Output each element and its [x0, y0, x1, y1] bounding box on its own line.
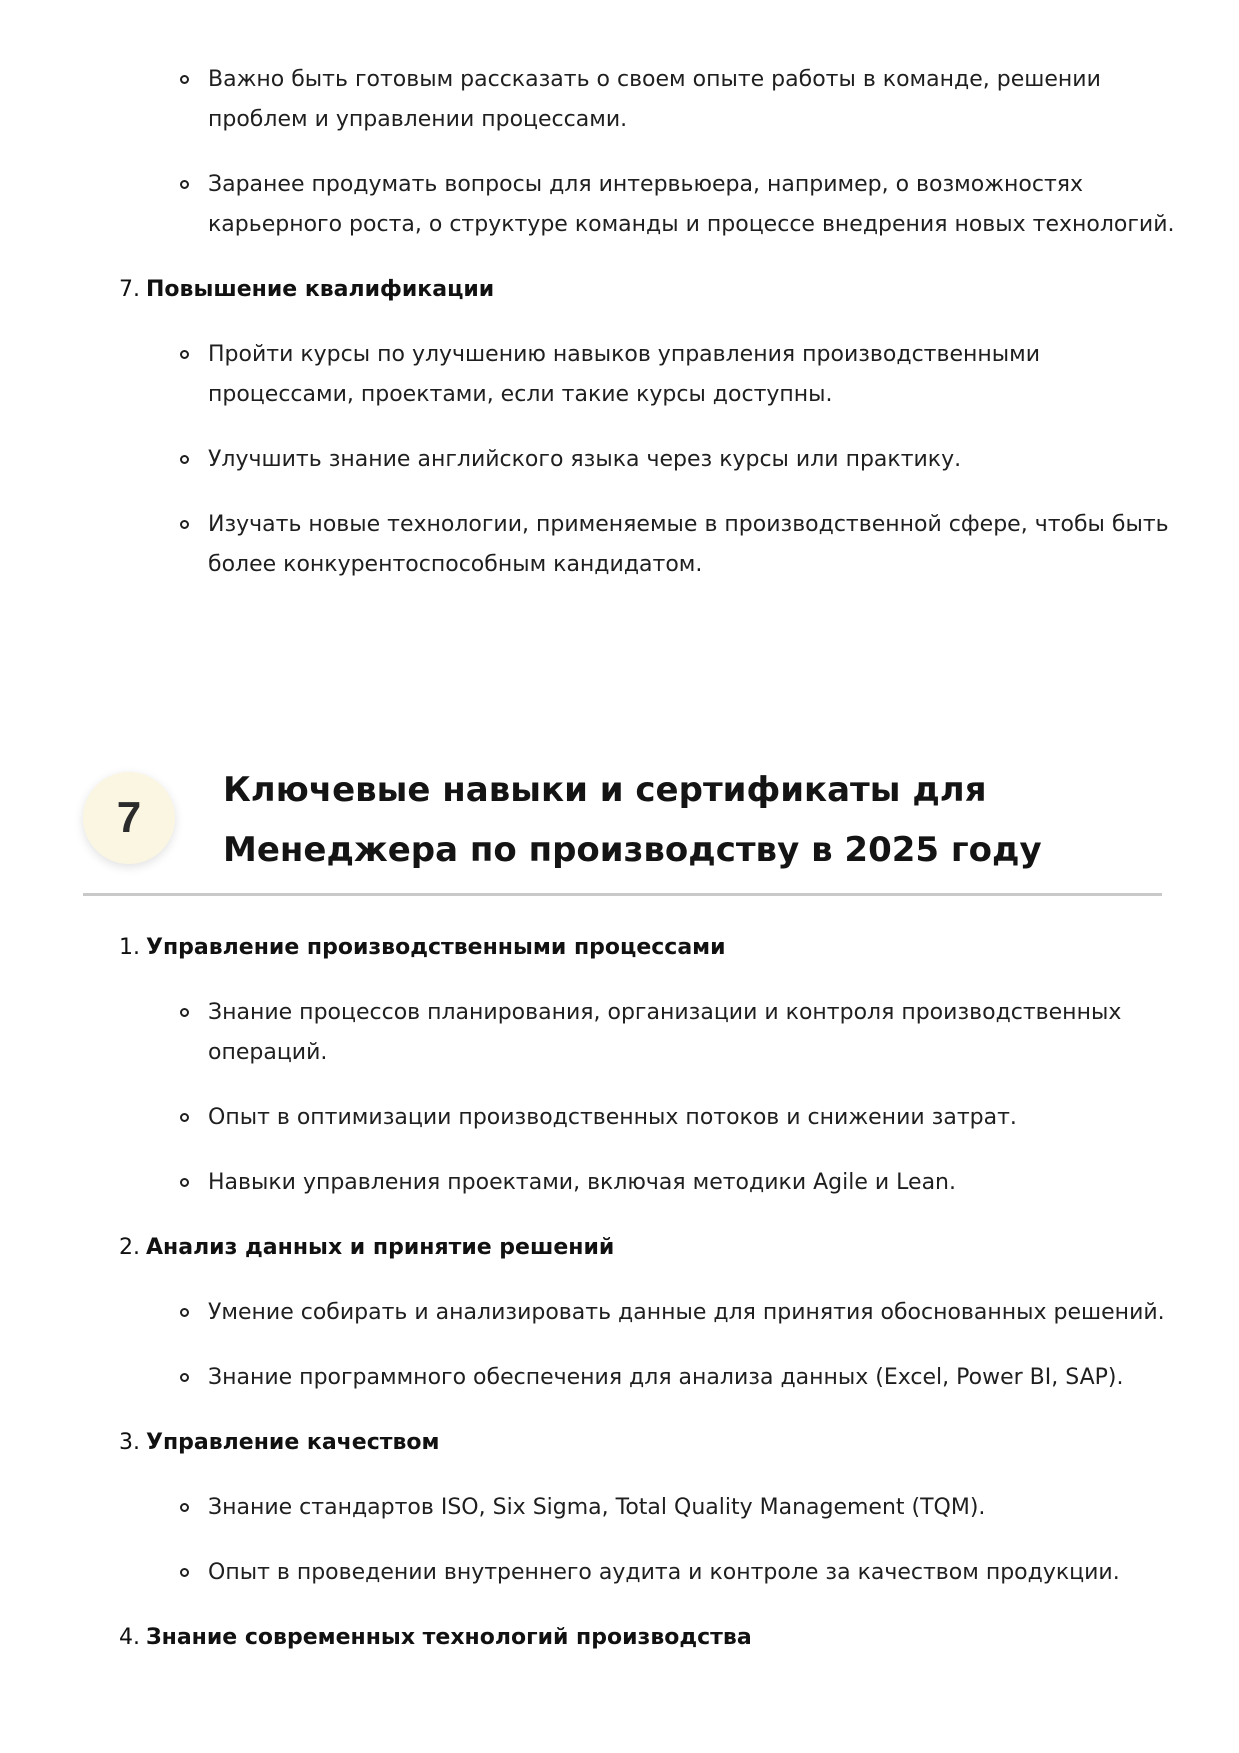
item-number: 2.: [119, 1235, 140, 1260]
list-item: [0, 60, 1239, 140]
circle-bullet-icon: [180, 455, 189, 464]
continued-list: [0, 60, 1239, 610]
item-number: 7.: [119, 277, 140, 302]
list-item: [0, 165, 1239, 245]
list-item-text: Важно быть готовым рассказать о своем опыте работы в команде, решении проблем и управлении процессами.: [208, 67, 1101, 132]
section-number-badge: 7: [83, 772, 175, 864]
list-item: [0, 993, 1239, 1073]
sublist-interview: [0, 60, 1239, 245]
list-item: [0, 440, 1239, 480]
list-item: [0, 1358, 1239, 1398]
list-item-text: Знание программного обеспечения для анализа данных (Excel, Power BI, SAP).: [208, 1365, 1124, 1390]
list-item-text: Изучать новые технологии, применяемые в производственной сфере, чтобы быть более конкурентоспособным кандидатом.: [208, 512, 1169, 577]
list-item-text: Опыт в оптимизации производственных потоков и снижении затрат.: [208, 1105, 1017, 1130]
list-item: [0, 1098, 1239, 1138]
circle-bullet-icon: [180, 1113, 189, 1122]
list-item-text: Опыт в проведении внутреннего аудита и контроле за качеством продукции.: [208, 1560, 1120, 1585]
circle-bullet-icon: [180, 1308, 189, 1317]
section-title-line-2: Менеджера по производству в 2025 году: [223, 830, 1042, 870]
list-item: [0, 1553, 1239, 1593]
list-item: [0, 335, 1239, 415]
list-item-text: Пройти курсы по улучшению навыков управления производственными процессами, проектами, если такие курсы доступны.: [208, 342, 1041, 407]
list-item-text: Знание процессов планирования, организации и контроля производственных операций.: [208, 1000, 1122, 1065]
list-item-text: Умение собирать и анализировать данные для принятия обоснованных решений.: [208, 1300, 1165, 1325]
circle-bullet-icon: [180, 1503, 189, 1512]
list-item-text: Навыки управления проектами, включая методики Agile и Lean.: [208, 1170, 956, 1195]
circle-bullet-icon: [180, 1373, 189, 1382]
circle-bullet-icon: [180, 1178, 189, 1187]
list-item-text: Улучшить знание английского языка через курсы или практику.: [208, 447, 962, 472]
circle-bullet-icon: [180, 350, 189, 359]
numbered-item-7: [0, 270, 1239, 310]
sublist-processes: [0, 993, 1239, 1203]
numbered-item-2: [0, 1228, 1239, 1268]
circle-bullet-icon: [180, 520, 189, 529]
list-item-text: Знание стандартов ISO, Six Sigma, Total Quality Management (TQM).: [208, 1495, 986, 1520]
skills-list: [0, 928, 1239, 1683]
section-header: [83, 760, 1162, 896]
sublist-data-analysis: [0, 1293, 1239, 1398]
list-item-text: Заранее продумать вопросы для интервьюера, например, о возможностях карьерного роста, о структуре команды и процессе внедрения новых технологий.: [208, 172, 1175, 237]
item-number: 4.: [119, 1625, 140, 1650]
numbered-item-4: [0, 1618, 1239, 1658]
item-title: Повышение квалификации: [146, 277, 495, 302]
item-title: Анализ данных и принятие решений: [146, 1235, 615, 1260]
list-item: [0, 505, 1239, 585]
circle-bullet-icon: [180, 1008, 189, 1017]
item-title: Управление производственными процессами: [146, 935, 726, 960]
list-item: [0, 1163, 1239, 1203]
sublist-quality: [0, 1488, 1239, 1593]
item-number: 3.: [119, 1430, 140, 1455]
circle-bullet-icon: [180, 75, 189, 84]
item-number: 1.: [119, 935, 140, 960]
list-item: [0, 1293, 1239, 1333]
circle-bullet-icon: [180, 180, 189, 189]
numbered-item-3: [0, 1423, 1239, 1463]
item-title: Знание современных технологий производства: [146, 1625, 752, 1650]
numbered-item-1: [0, 928, 1239, 968]
item-title: Управление качеством: [146, 1430, 440, 1455]
list-item: [0, 1488, 1239, 1528]
section-title-line-1: Ключевые навыки и сертификаты для: [223, 770, 987, 810]
circle-bullet-icon: [180, 1568, 189, 1577]
section-title: [223, 760, 1143, 880]
sublist-qualification: [0, 335, 1239, 585]
